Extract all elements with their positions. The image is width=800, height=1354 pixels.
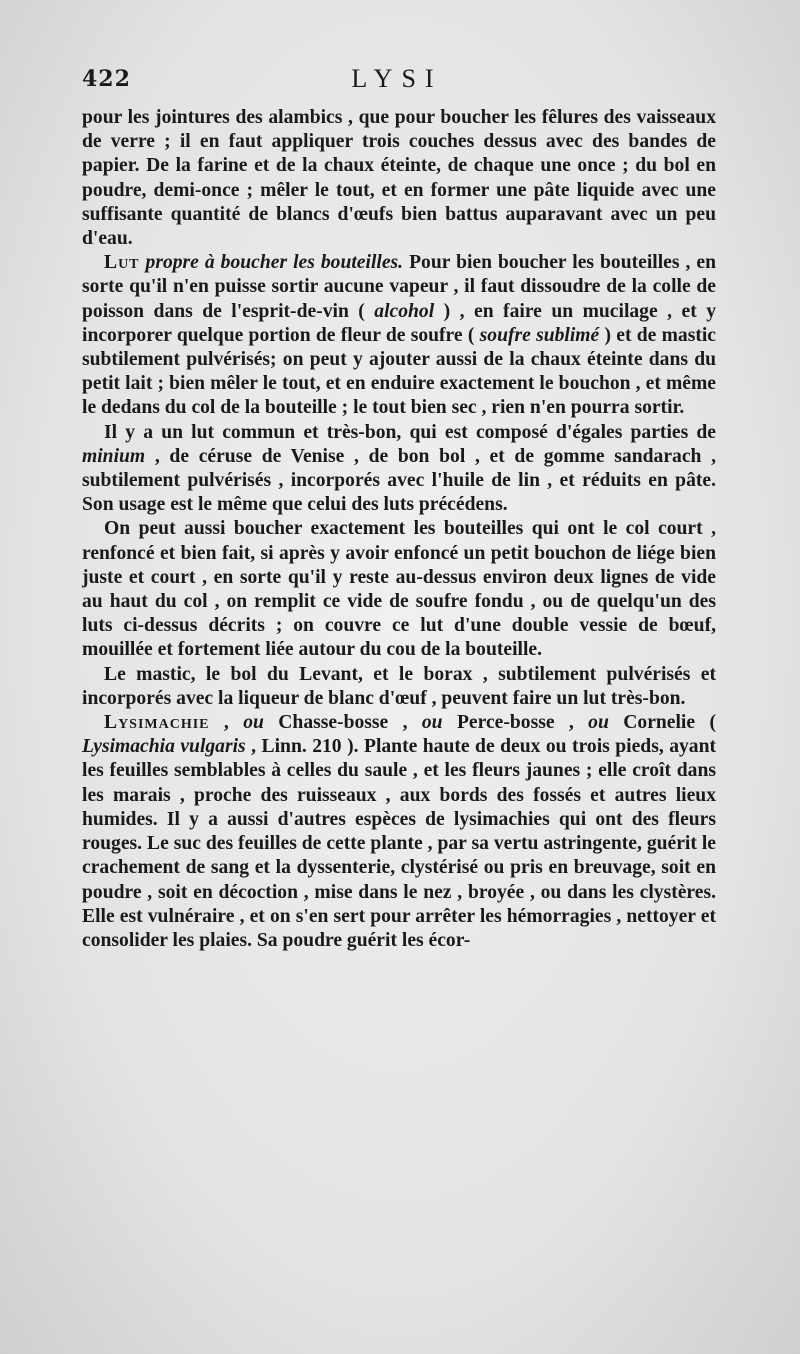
text-run: Pour bien boucher les bouteilles , en sorte qu'il n'en puisse sortir aucune vapeur , il faut dissoudre de la colle de poisson dans de l'esprit-de-vin ( <box>82 252 716 322</box>
text-run: Perce-bosse , <box>442 712 589 734</box>
text-run: Chasse-bosse , <box>263 712 422 734</box>
text-run: , <box>209 712 244 734</box>
italic-term: ou <box>588 712 609 734</box>
italic-term: ou <box>243 712 264 734</box>
running-head: LYSI <box>351 64 443 93</box>
paragraph-lysimachie <box>82 711 716 953</box>
body-text <box>82 106 716 953</box>
entry-headword: Lut <box>104 252 140 274</box>
entry-subtitle: propre à boucher les bouteilles. <box>139 252 404 274</box>
text-run: Cornelie ( <box>608 712 716 734</box>
paragraph-lut-commun <box>82 421 716 518</box>
paragraph-boucher-bouteilles: On peut aussi boucher exactement les bouteilles qui ont le col court , renfoncé et bien fait, si après y avoir enfoncé un petit bouchon de liége bien juste et court , en sorte qu'il y reste au-dessus environ deux lignes de vide au haut du col , on remplit ce vide de soufre fondu , ou de quelqu'un des luts ci-dessus décrits ; on couvre ce lut d'une double vessie de bœuf, mouillée et fortement liée autour du cou de la bouteille. <box>82 518 716 661</box>
paragraph-mastic: Le mastic, le bol du Levant, et le borax , subtilement pulvérisés et incorporés avec la liqueur de blanc d'œuf , peuvent faire un lut très-bon. <box>82 663 716 709</box>
text-run: ) , en faire un mucilage , et y incorporer quelque portion de fleur de soufre ( <box>82 300 716 346</box>
italic-term: Lysimachia vulgaris <box>82 736 246 758</box>
paragraph-continuation: pour les jointures des alambics , que pour boucher les fêlures des vaisseaux de verre ; il en faut appliquer trois couches dessus avec des bandes de papier. De la farine et de la chaux éteinte, de chaque une once ; du bol en poudre, demi-once ; mêler le tout, et en former une pâte liquide avec une suffisante quantité de blancs d'œufs bien battus auparavant avec un peu d'eau. <box>82 107 716 250</box>
italic-term: ou <box>421 712 443 734</box>
italic-term: soufre sublimé <box>479 324 600 346</box>
text-run: ) et de mastic subtilement pulvérisés; on peut y ajouter aussi de la chaux éteinte dans du petit lait ; bien mêler le tout, et en enduire exactement le bouchon , et même le dedans du col de la bouteille ; le tout bien sec , rien n'en pourra sortir. <box>82 324 716 419</box>
text-run: , de céruse de Venise , de bon bol , et de gomme sandarach , subtilement pulvérisés , incorporés avec l'huile de lin , et réduits en pâte. Son usage est le même que celui des luts précédens. <box>82 445 716 516</box>
paragraph-lut-bouteilles <box>82 251 716 420</box>
text-run: Il y a un lut commun et très-bon, qui est composé d'égales parties de <box>104 421 716 443</box>
text-run: , Linn. 210 ). Plante haute de deux ou trois pieds, ayant les feuilles semblables à celles du saule , et les fleurs jaunes ; elle croît dans les marais , proche des ruisseaux , aux bords des fossés et autres lieux humides. Il y a aussi d'autres espèces de lysimachies qui ont des fleurs rouges. Le suc des feuilles de cette plante , par sa vertu astringente, guérit le crachement de sang et la dyssenterie, clystérisé ou pris en breuvage, soit en poudre , soit en décoction , mise dans le nez , broyée , ou dans les clystères. Elle est vulnéraire , et on s'en sert pour arrêter les hémorragies , nettoyer et consolider les plaies. Sa poudre guérit les écor- <box>82 736 717 951</box>
entry-headword: Lysimachie <box>104 712 210 734</box>
italic-term: minium <box>82 445 146 467</box>
italic-term: alcohol <box>374 300 435 322</box>
page-number: 422 <box>82 66 131 92</box>
page-header <box>82 62 712 102</box>
